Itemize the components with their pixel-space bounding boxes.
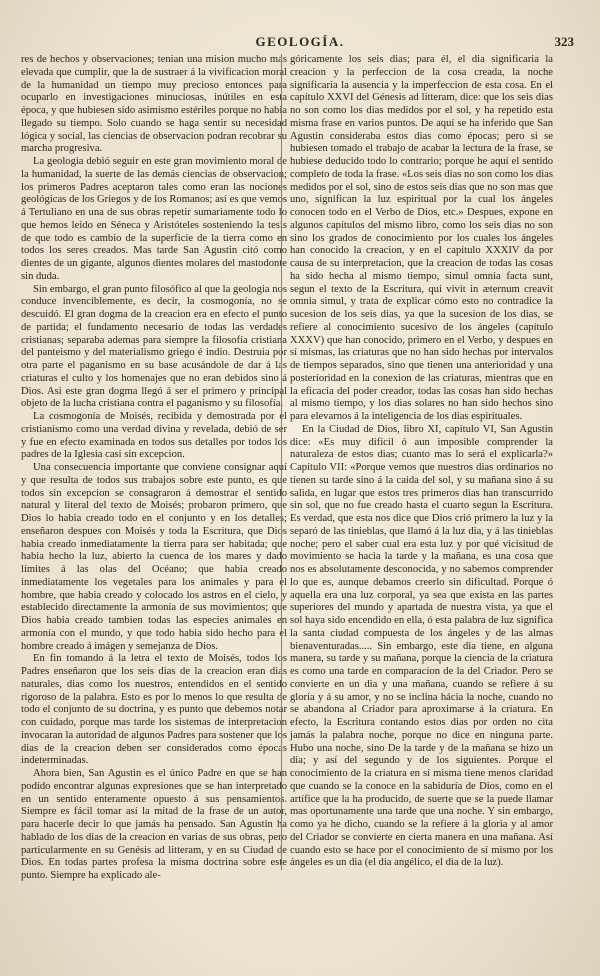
paragraph: Ahora bien, San Agustin es el único Padre en que se han podido encontrar algunas expresiones que se han interpretado en un sentido enteramente opuesto á sus pensamientos. Siempre es fácil tomar así la mitad de la frase de un autor, para hacerle decir lo que jamás ha pensado. San Agustin ha hablado de los dias de la creacion en varias de sus obras, pero particularmente en su Genésis ad litteram, y en su Ciudad de Dios. En todas partes profesa la misma doctrina sobre este punto. Siempre ha explicado ale- (21, 768, 287, 881)
page-title: GEOLOGÍA. (255, 34, 345, 49)
paragraph: Sin embargo, el gran punto filosófico al que la geologia nos conduce invenciblemente, es decir, la cosmogonía, no se descuidó. El gran dogma de la creacion era en efecto el punto de partida; el fundamento necesario de todas las verdades cristianas; separaba ademas para siempre la filosofía cristiana del panteismo y del materialismo griego é indio. Destruia por otra parte el paganismo en su base acusándole de dar á las criaturas el culto y los homenajes que no eran debidos sino á Dios. Asi este gran dogma llegó á ser el primero y principal objeto de la lucha cristiana contra el paganismo y su filosofía. (21, 283, 287, 410)
paragraph: La cosmogonía de Moisés, recibida y demostrada por el cristianismo como una verdad divina y revelada, debió de ser y fue en efecto examinada en todos sus detalles por todos los padres de la Iglesia casi sin excepcion. (21, 411, 287, 461)
paragraph: góricamente los seis dias; para él, el dia significaria la creacion y la perfeccion de la cosa creada, la noche significaria la ausencia y la imperfeccion de esta cosa. En el capítulo XXVI del Génesis ad litteram, dice: que los seis dias no son como los dias medidos por el sol, y ha repetido esta misma frase en varios puntos. De aquí se ha inferido que San Agustin consideraba estos dias como épocas; pero si se hubiesen tomado el trabajo de acabar la lectura de la frase, se hubiese deducido todo lo contrario; porque he aquí el sentido completo de toda la frase. «Los seis dias no son como los dias medidos por el sol, sino de estos seis dias que no son mas que uno, significan la luz espiritual por la cual los ángeles conocen todo en el Verbo de Dios, etc.» Despues, expone en algunos capítulos del mismo libro, como los seis dias no son sino los grados de conocimiento por los cuales los ángeles han conocido la creacion, y en el capítulo XXXIV da por causa de su interpretacion, que la creacion de todas las cosas ha sido hecha al mismo tiempo, simul omnia facta sunt, segun el texto de la Escritura, qui vivit in æternum creavit omnia simul, y trata de explicar cómo esto no contradice la sucesion de los seis dias, ya que la sucesion de los dias, se refiere al conocimiento sucesivo de los ángeles (capítulo XXXV) que han conocido, primero en el Verbo, y despues en sí mismas, las criaturas que no han sido hechas por intervalos de tiempos separados, sino que tienen una anterioridad y una posterioridad en la conexion de las criaturas, mientras que en la eficacia del poder creador, todas las cosas han sido hechas al mismo tiempo, y los dias solares no han sido hechos sino para elevarnos á la inteligencia de los dias espirituales. (290, 54, 553, 422)
right-column (281, 54, 553, 870)
paragraph: Una consecuencia importante que conviene consignar aquí y que resulta de todos sus trabajos sobre este punto, es que todos sin excepcion se consagraron á demostrar el sentido natural y literal del texto de Moisés; probaron primero, que Dios lo habia creado todo en el conjunto y en los detalles; enseñaron despues con Moisés y toda la Escritura, que Dios habia creado inmediatamente la tierra para ser habitada; que habia hecho la luz, abierto la cuenca de los mares y dado límites á las olas del Océano; que habia creado inmediatamente los vegetales para los animales y para el hombre, que habia creado y colocado los astros en el cielo, y establecido directamente la armonía de sus movimientos; que Dios habia creado tambien todas las especies animales en armonía con el mundo, y que todo habia sido hecho para el hombre creado á imágen y semejanza de Dios. (21, 462, 287, 652)
paragraph: La geologia debió seguir en este gran movimiento moral de la humanidad, la suerte de las demás ciencias de observacion; los primeros Padres aceptaron tales como eran las nociones geológicas de los Griegos y de los Romanos; así es que vemos á Tertuliano en una de sus obras repetir sumariamente todo lo que hemos leido en Séneca y Aristóteles sosteniendo la tesis de que todo es cambio de la superficie de la tierra como en todos los seres creados. Mas tarde San Agustin citó como dientes de un gigante, algunos dientes molares del mastodonte sin duda. (21, 156, 287, 282)
running-head (0, 34, 600, 54)
paragraph: res de hechos y observaciones; tenian una mision mucho mas elevada que cumplir, que la de sustraer á la vivificacion moral de la humanidad un tiempo muy precioso entonces para ocuparlo en investigaciones minuciosas, inútiles en esta época, y que hubiesen sido asimismo estériles porque no habia llegado su tiempo. Solo cuando se haga sentir su necesidad lógica y social, las ciencias de observacion podran recobrar su marcha progresiva. (21, 54, 287, 155)
paragraph: En fin tomando á la letra el texto de Moisés, todos los Padres enseñaron que los seis dias de la creacion eran dias naturales, dias como los nuestros, entendidos en el sentido rigoroso de la palabra. Esto es por lo menos lo que resulta de todo el conjunto de su doctrina, y es punto que debemos notar con cuidado, porque mas tarde los sistemas de interpretacion invocaran la autoridad de algunos Padres para sostener que los dias de la creacion deben ser considerados como épocas indeterminadas. (21, 653, 287, 767)
left-column (21, 54, 287, 883)
paragraph: En la Ciudad de Dios, libro XI, capítulo VI, San Agustin dice: «Es muy difícil ó aun imposible comprender la naturaleza de estos dias; cuanto mas lo será el explicarla?» Capítulo VII: «Porque vemos que nuestros dias ordinarios no tienen su tarde sino á la caida del sol, y su mañana sino á su salida, en lugar que estos tres primeros dias han transcurrido sin sol, que no fue creado hasta el cuarto segun la Escritura. Es verdad, que esta nos dice que Dios crió primero la luz y la separó de las tinieblas, que llamó á la luz dia, y á las tinieblas noche; pero el saber cual era esta luz y por qué vicisitud de movimiento se hacia la tarde y la mañana, es una cosa que nos es absolutamente desconocida, y no sabemos comprender lo que es, aunque debamos creerlo sin dificultad. Porque ó aquella era una luz corporal, ya sea que exista en las partes superiores del mundo y apartada de nuestra vista, ya que el sol haya sido encendido en ella, ó esta palabra de luz significa la santa ciudad compuesta de los ángeles y de las almas bienaventuradas..... Sin embargo, este dia tiene, en alguna manera, su tarde y su mañana, porque la ciencia de la criatura es como una tarde en comparacion de la del Criador. Pero se convierte en un dia y una mañana, cuando se refiere á su gloria y á su amor, y no se inclina hácia la noche, cuando no se abandona al Criador para aproximarse á la criatura. En efecto, la Escritura contando estos dias por orden no cita jamás la palabra noche, porque no dice en ninguna parte. Hubo una noche, sino De la tarde y de la mañana se hizo un dia; y así del segundo y de los siguientes. Porque el conocimiento de la criatura en sí misma tiene menos claridad que cuando se la conoce en la sabiduría de Dios, como en el artífice que la ha producido, de suerte que se la puede llamar mas oportunamente una tarde que una noche. Y sin embargo, como ya he dicho, cuando se la refiere á la gloria y al amor del Criador se convierte en cierta manera en una mañana. Así cuando esto se hace por el conocimiento de sí mismo por los ángeles es un dia (el dia angélico, el dia de la luz). (290, 423, 553, 869)
page-number: 323 (554, 34, 574, 49)
